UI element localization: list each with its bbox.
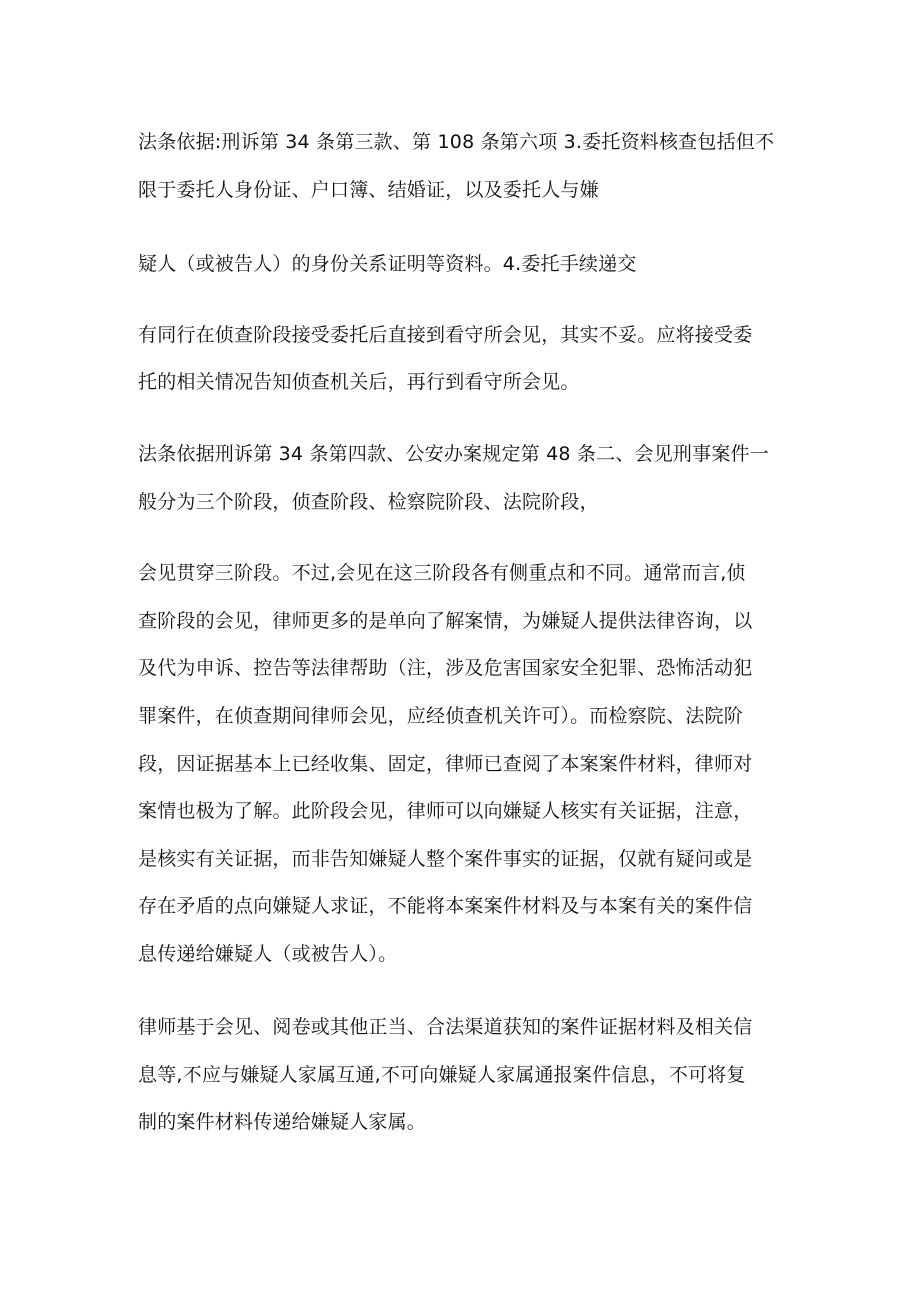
text-line: 会见贯穿三阶段。不过,会见在这三阶段各有侧重点和不同。通常而言,侦 bbox=[138, 562, 746, 584]
text-line: 有同行在侦查阶段接受委托后直接到看守所会见，其实不妥。应将接受委 bbox=[138, 324, 753, 346]
text-line: 存在矛盾的点向嫌疑人求证，不能将本案案件材料及与本案有关的案件信 bbox=[138, 895, 753, 917]
text-line: 息等,不应与嫌疑人家属互通,不可向嫌疑人家属通报案件信息，不可将复 bbox=[138, 1064, 746, 1086]
text-line: 托的相关情况告知侦查机关后，再行到看守所会见。 bbox=[138, 371, 580, 393]
text-line: 是核实有关证据，而非告知嫌疑人整个案件事实的证据，仅就有疑问或是 bbox=[138, 848, 753, 870]
text-line: 律师基于会见、阅卷或其他正当、合法渠道获知的案件证据材料及相关信 bbox=[138, 1016, 753, 1038]
text-line: 限于委托人身份证、户口簿、结婚证，以及委托人与嫌 bbox=[138, 179, 599, 201]
text-line: 般分为三个阶段，侦查阶段、检察院阶段、法院阶段， bbox=[138, 491, 599, 513]
text-line: 案情也极为了解。此阶段会见，律师可以向嫌疑人核实有关证据，注意， bbox=[138, 800, 753, 822]
text-line: 及代为申诉、控告等法律帮助（注，涉及危害国家安全犯罪、恐怖活动犯 bbox=[138, 657, 753, 679]
text-line: 罪案件，在侦查期间律师会见，应经侦查机关许可）。而检察院、法院阶 bbox=[138, 705, 743, 727]
text-line: 疑人（或被告人）的身份关系证明等资料。4.委托手续递交 bbox=[138, 253, 637, 275]
text-line: 法条依据:刑诉第 34 条第三款、第 108 条第六项 3.委托资料核查包括但不 bbox=[138, 131, 775, 153]
text-line: 息传递给嫌疑人（或被告人）。 bbox=[138, 943, 398, 965]
text-line: 段，因证据基本上已经收集、固定，律师已查阅了本案案件材料，律师对 bbox=[138, 753, 753, 775]
text-line: 法条依据刑诉第 34 条第四款、公安办案规定第 48 条二、会见刑事案件一 bbox=[138, 443, 769, 465]
text-line: 制的案件材料传递给嫌疑人家属。 bbox=[138, 1111, 427, 1133]
text-line: 查阶段的会见，律师更多的是单向了解案情，为嫌疑人提供法律咨询，以 bbox=[138, 610, 753, 632]
